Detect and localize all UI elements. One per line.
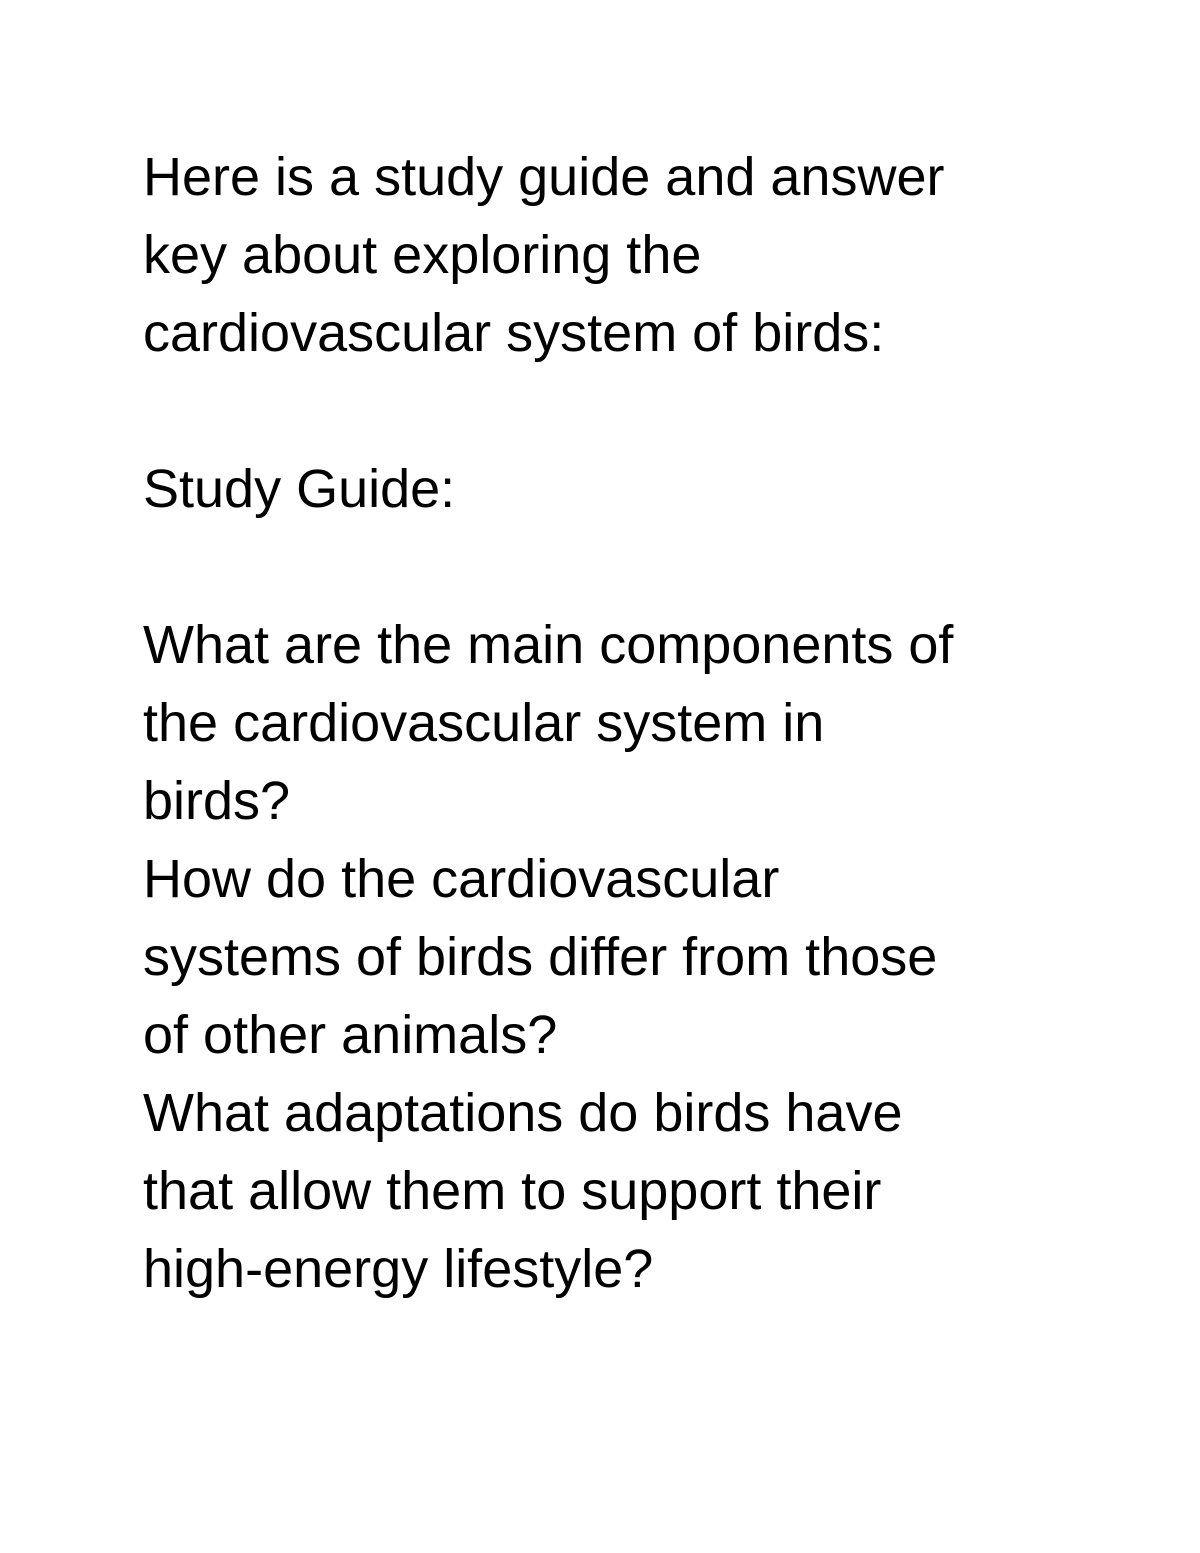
paragraph-spacer: [143, 528, 1103, 606]
question-line: What adaptations do birds have: [143, 1083, 903, 1143]
question-list: [143, 606, 1103, 1308]
intro-line: cardiovascular system of birds:: [143, 303, 885, 363]
question-item: [143, 606, 1103, 840]
question-line: birds?: [143, 771, 291, 831]
question-line: the cardiovascular system in: [143, 693, 825, 753]
question-item: [143, 840, 1103, 1074]
question-line: high-energy lifestyle?: [143, 1239, 654, 1299]
paragraph-spacer: [143, 372, 1103, 450]
question-item: [143, 1074, 1103, 1308]
intro-paragraph: [143, 138, 1103, 372]
question-line: systems of birds differ from those: [143, 927, 938, 987]
question-line: of other animals?: [143, 1005, 558, 1065]
question-line: What are the main components of: [143, 615, 954, 675]
intro-line: key about exploring the: [143, 225, 702, 285]
question-line: How do the cardiovascular: [143, 849, 780, 909]
document-body: [143, 138, 1103, 1308]
question-line: that allow them to support their: [143, 1161, 882, 1221]
section-heading: Study Guide:: [143, 459, 456, 519]
intro-line: Here is a study guide and answer: [143, 147, 945, 207]
